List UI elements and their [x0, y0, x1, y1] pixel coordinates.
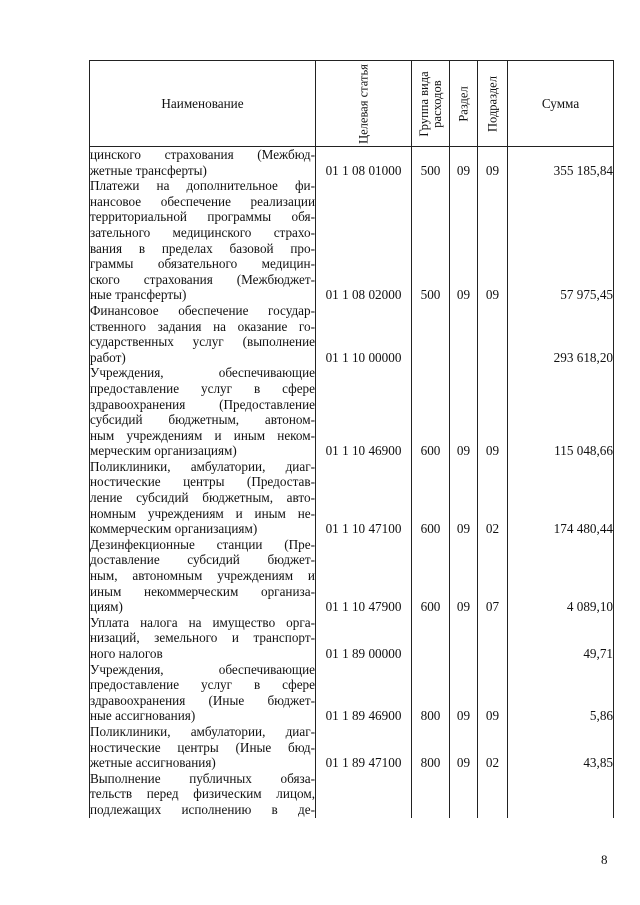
row-sum-value: 57 975,45	[560, 287, 613, 303]
row-code	[316, 147, 412, 179]
row-code-value: 01 1 08 01000	[325, 162, 402, 178]
row-group-value: 600	[420, 599, 441, 615]
row-sum-value	[508, 802, 613, 818]
row-name-line: жетные ассигнования)	[90, 755, 216, 771]
row-group	[412, 178, 450, 303]
row-name-line: предоставление услуг в сфере	[90, 380, 315, 396]
row-sum	[508, 662, 614, 724]
row-sum	[508, 303, 614, 365]
row-group-value	[412, 802, 449, 818]
row-subsection-value: 09	[485, 443, 500, 459]
row-section-value: 09	[456, 287, 471, 303]
row-section	[450, 147, 478, 179]
row-subsection	[478, 771, 508, 818]
row-subsection-value	[478, 646, 507, 662]
row-code-value: 01 1 89 47100	[325, 755, 402, 771]
row-code	[316, 303, 412, 365]
row-section	[450, 365, 478, 459]
row-group-value	[412, 350, 449, 366]
row-section-value: 09	[456, 443, 471, 459]
row-group	[412, 771, 450, 818]
row-name-line: субсидий бюджетным, автоном-	[90, 412, 315, 428]
row-subsection-value: 07	[485, 599, 500, 615]
row-name-line: Поликлиники, амбулатории, диаг-	[90, 723, 315, 739]
row-subsection-value: 02	[485, 755, 500, 771]
row-name	[90, 459, 316, 537]
row-sum	[508, 147, 614, 179]
table-row	[90, 662, 614, 724]
row-section	[450, 771, 478, 818]
row-group-value	[412, 646, 449, 662]
row-subsection-value: 09	[485, 708, 500, 724]
row-code	[316, 365, 412, 459]
header-subsection-label: Подраздел	[485, 75, 499, 132]
header-sum	[508, 61, 614, 147]
row-name-line: цинского страхования (Межбюд-	[90, 147, 315, 162]
table-header-row	[90, 61, 614, 147]
row-code	[316, 615, 412, 662]
row-group-value: 500	[420, 287, 441, 303]
header-sum-label: Сумма	[541, 95, 580, 111]
row-name	[90, 662, 316, 724]
row-sum	[508, 178, 614, 303]
row-sum	[508, 615, 614, 662]
row-name-line: Учреждения, обеспечивающие	[90, 661, 315, 677]
row-name-line: мерческим организациям)	[90, 443, 237, 459]
row-section-value	[450, 646, 477, 662]
row-name-line: Финансовое обеспечение государ-	[90, 302, 315, 318]
row-subsection-value: 02	[485, 521, 500, 537]
row-name-line: номным учреждениям и иным не-	[90, 505, 315, 521]
row-sum	[508, 365, 614, 459]
row-name-line: ление субсидий бюджетным, авто-	[90, 490, 315, 506]
row-code	[316, 178, 412, 303]
row-group	[412, 459, 450, 537]
row-subsection	[478, 537, 508, 615]
table-row	[90, 771, 614, 818]
row-name-line: зательного медицинского страхо-	[90, 224, 315, 240]
header-subsection	[478, 61, 508, 147]
row-sum	[508, 724, 614, 771]
row-name-line: ского страхования (Межбюджет-	[90, 271, 315, 287]
row-sum-value: 4 089,10	[566, 599, 613, 615]
row-section-value	[450, 802, 477, 818]
row-code-value: 01 1 10 46900	[325, 443, 402, 459]
row-name-line: низаций, земельного и транспорт-	[90, 630, 315, 646]
row-name-line: сударственных услуг (выполнение	[90, 334, 315, 350]
row-code-value: 01 1 10 47100	[325, 521, 402, 537]
row-name-line: Уплата налога на имущество орга-	[90, 614, 315, 630]
row-code	[316, 662, 412, 724]
table-row	[90, 178, 614, 303]
row-name-line: Платежи на дополнительное фи-	[90, 178, 315, 194]
row-group-value: 800	[420, 755, 441, 771]
header-code-label: Целевая статья	[356, 63, 370, 144]
row-code	[316, 724, 412, 771]
row-section	[450, 537, 478, 615]
row-name-line: ностические центры (Иные бюд-	[90, 739, 315, 755]
row-code	[316, 771, 412, 818]
row-subsection-value: 09	[485, 162, 500, 178]
row-name-line: Поликлиники, амбулатории, диаг-	[90, 458, 315, 474]
row-name	[90, 303, 316, 365]
row-section	[450, 615, 478, 662]
row-sum-value: 355 185,84	[553, 162, 613, 178]
row-name-line: Дезинфекционные станции (Пре-	[90, 536, 315, 552]
row-name-line: коммерческим организациям)	[90, 521, 258, 537]
row-name-line: граммы обязательного медицин-	[90, 256, 315, 272]
row-sum	[508, 459, 614, 537]
row-name-line: ным учреждениям и иным неком-	[90, 427, 315, 443]
header-group	[412, 61, 450, 147]
row-name-line: иным некоммерческим организа-	[90, 583, 315, 599]
row-subsection	[478, 147, 508, 179]
row-section-value: 09	[456, 755, 471, 771]
row-subsection-value	[478, 350, 507, 366]
row-name-line: Учреждения, обеспечивающие	[90, 365, 315, 381]
row-name-line: ные ассигнования)	[90, 708, 196, 724]
table-row	[90, 459, 614, 537]
table-row	[90, 303, 614, 365]
row-name-line: доставление субсидий бюджет-	[90, 552, 315, 568]
table-row	[90, 537, 614, 615]
row-code-value: 01 1 89 46900	[325, 708, 402, 724]
row-name	[90, 178, 316, 303]
header-name	[90, 61, 316, 147]
row-name-line: нансовое обеспечение реализации	[90, 193, 315, 209]
row-name-line: здравоохранения (Предоставление	[90, 396, 315, 412]
row-name-line: территориальной программы обя-	[90, 209, 315, 225]
row-name	[90, 771, 316, 818]
row-group-value: 500	[420, 162, 441, 178]
row-section	[450, 459, 478, 537]
header-group-label: Группа вида расходов	[416, 70, 444, 137]
row-sum-value: 49,71	[583, 646, 613, 661]
header-section-label: Раздел	[456, 85, 470, 122]
row-subsection-value	[478, 802, 507, 818]
table-body	[90, 147, 614, 818]
row-sum-value: 115 048,66	[554, 443, 613, 459]
row-sum-value: 174 480,44	[553, 521, 613, 537]
row-name-line: предоставление услуг в сфере	[90, 677, 315, 693]
row-group	[412, 615, 450, 662]
row-code-value: 01 1 10 47900	[325, 599, 402, 615]
row-name	[90, 147, 316, 179]
row-group-value: 600	[420, 443, 441, 459]
row-name-line: ного налогов	[90, 646, 163, 661]
row-code	[316, 459, 412, 537]
row-section-value: 09	[456, 708, 471, 724]
row-group	[412, 147, 450, 179]
row-group-value: 600	[420, 521, 441, 537]
row-subsection-value: 09	[485, 287, 500, 303]
row-subsection	[478, 662, 508, 724]
row-code-value: 01 1 10 00000	[325, 349, 402, 365]
table-row	[90, 365, 614, 459]
row-group	[412, 303, 450, 365]
row-section-value: 09	[456, 599, 471, 615]
row-subsection	[478, 459, 508, 537]
row-name-line: подлежащих исполнению в де-	[90, 801, 315, 817]
row-name	[90, 365, 316, 459]
row-name	[90, 615, 316, 662]
row-section-value: 09	[456, 162, 471, 178]
header-name-label: Наименование	[161, 95, 244, 111]
row-name-line: циям)	[90, 599, 123, 615]
row-section	[450, 724, 478, 771]
row-subsection	[478, 178, 508, 303]
row-sum-value: 5,86	[589, 708, 613, 724]
row-subsection	[478, 365, 508, 459]
row-name-line: ственного задания на оказание го-	[90, 318, 315, 334]
table-row	[90, 724, 614, 771]
row-sum-value: 43,85	[583, 755, 613, 771]
row-name-line: вания в пределах базовой про-	[90, 240, 315, 256]
table-row	[90, 147, 614, 179]
budget-table	[89, 60, 614, 818]
row-name-line: работ)	[90, 349, 126, 365]
page-number: 8	[601, 852, 608, 867]
row-group-value: 800	[420, 708, 441, 724]
row-code	[316, 537, 412, 615]
header-code	[316, 61, 412, 147]
row-sum-value: 293 618,20	[553, 349, 613, 365]
row-name-line: ным, автономным учреждениям и	[90, 568, 315, 584]
row-subsection	[478, 724, 508, 771]
row-code-value: 01 1 89 00000	[325, 646, 402, 661]
row-name-line: жетные трансферты)	[90, 162, 207, 178]
row-subsection	[478, 615, 508, 662]
row-section-value: 09	[456, 521, 471, 537]
row-group	[412, 365, 450, 459]
row-name-line: здравоохранения (Иные бюджет-	[90, 692, 315, 708]
row-subsection	[478, 303, 508, 365]
row-name-line: Выполнение публичных обяза-	[90, 770, 315, 786]
row-sum	[508, 771, 614, 818]
row-section	[450, 178, 478, 303]
row-name	[90, 537, 316, 615]
row-name-line: тельств перед физическим лицом,	[90, 786, 315, 802]
row-group	[412, 724, 450, 771]
table-row	[90, 615, 614, 662]
header-section	[450, 61, 478, 147]
row-section	[450, 662, 478, 724]
row-group	[412, 537, 450, 615]
row-name-line: ностические центры (Предостав-	[90, 474, 315, 490]
row-section	[450, 303, 478, 365]
row-code-value	[316, 802, 411, 818]
row-name-line: ные трансферты)	[90, 287, 187, 303]
row-code-value: 01 1 08 02000	[325, 287, 402, 303]
row-name	[90, 724, 316, 771]
row-section-value	[450, 350, 477, 366]
row-group	[412, 662, 450, 724]
row-sum	[508, 537, 614, 615]
